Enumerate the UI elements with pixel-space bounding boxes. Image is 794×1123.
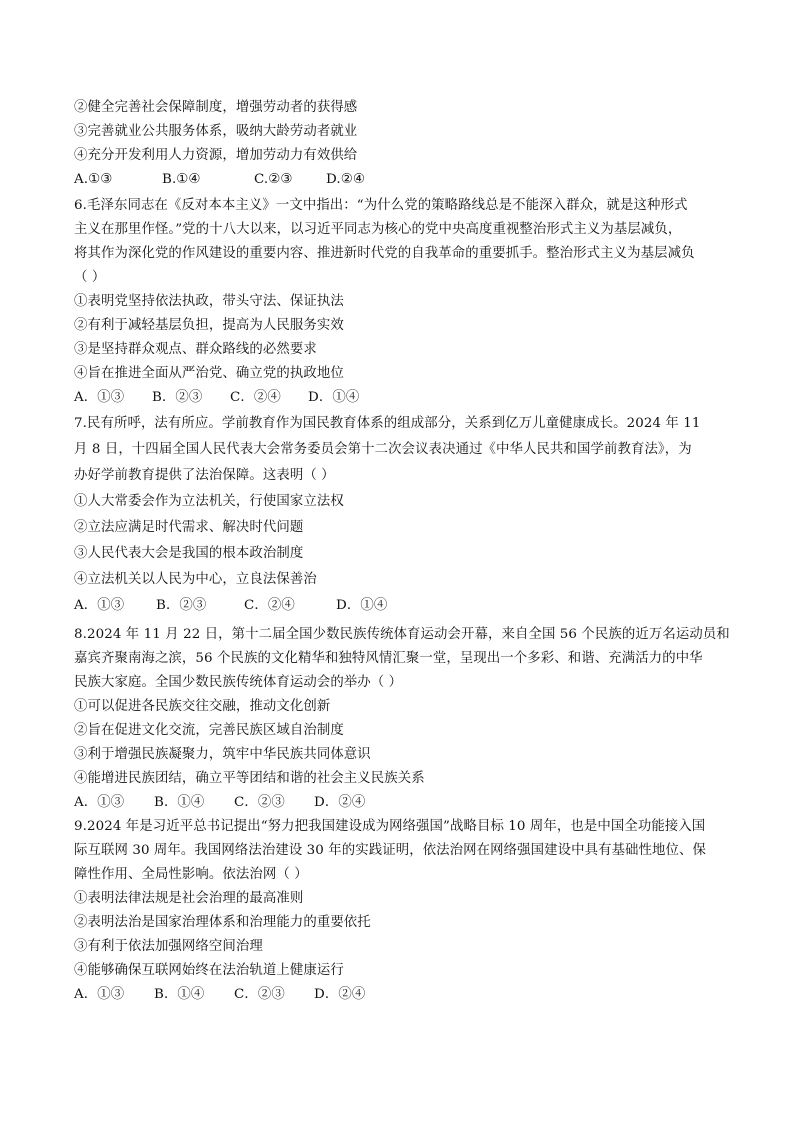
option-line: ②立法应满足时代需求、解决时代问题 bbox=[74, 520, 304, 535]
choice-d: D．②④ bbox=[314, 795, 366, 810]
question-stem-line: 7.民有所呼，法有所应。学前教育作为国民教育体系的组成部分，关系到亿万儿童健康成长。2024 年 11 bbox=[74, 416, 701, 431]
question-stem-line: 民族大家庭。全国少数民族传统体育运动会的举办（ ） bbox=[74, 675, 403, 690]
question-stem-line: 际互联网 30 周年。我国网络法治建设 30 年的实践证明，依法治网在网络强国建设中具有基础性地位、保 bbox=[74, 843, 706, 858]
question-stem-line: 办好学前教育提供了法治保障。这表明（ ） bbox=[74, 468, 335, 483]
option-line: ④能够确保互联网始终在法治轨道上健康运行 bbox=[74, 963, 344, 978]
option-line: ②旨在促进文化交流，完善民族区域自治制度 bbox=[74, 723, 344, 738]
question-stem-line: （ ） bbox=[74, 270, 106, 285]
answer-choices bbox=[74, 593, 724, 619]
choice-a: A．①③ bbox=[74, 795, 125, 810]
choice-d: D．①④ bbox=[336, 598, 388, 613]
option-line: ④充分开发利用人力资源，增加劳动力有效供给 bbox=[74, 148, 358, 163]
choice-a: A．①③ bbox=[74, 987, 125, 1002]
option-line: ①表明法律法规是社会治理的最高准则 bbox=[74, 891, 304, 906]
option-line: ③有利于依法加强网络空间治理 bbox=[74, 939, 263, 954]
option-line: ①表明党坚持依法执政，带头守法、保证执法 bbox=[74, 294, 344, 309]
choice-c: C．②④ bbox=[244, 598, 295, 613]
option-line: ③人民代表大会是我国的根本政治制度 bbox=[74, 546, 304, 561]
question-stem-line: 6.毛泽东同志在《反对本本主义》一文中指出：“为什么党的策略路线总是不能深入群众，就是这种形式 bbox=[74, 198, 688, 213]
choice-c: C．②④ bbox=[230, 390, 281, 405]
question-stem-line: 障性作用、全局性影响。依法治网（ ） bbox=[74, 867, 308, 882]
question-stem-line: 8.2024 年 11 月 22 日，第十二届全国少数民族传统体育运动会开幕，来自全国 56 个民族的近万名运动员和 bbox=[74, 627, 730, 642]
question-stem-line: 将其作为深化党的作风建设的重要内容、推进新时代党的自我革命的重要抓手。整治形式主义为基层减负 bbox=[74, 246, 695, 261]
option-line: ②健全完善社会保障制度，增强劳动者的获得感 bbox=[74, 100, 358, 115]
choice-b: B.①④ bbox=[162, 172, 201, 187]
choice-c: C．②③ bbox=[234, 795, 285, 810]
question-7 bbox=[74, 411, 724, 619]
question-stem-line: 9.2024 年是习近平总书记提出“努力把我国建设成为网络强国”战略目标 10 周年，也是中国全功能接入国 bbox=[74, 819, 706, 834]
question-9 bbox=[74, 815, 724, 1007]
option-line: ③是坚持群众观点、群众路线的必然要求 bbox=[74, 342, 317, 357]
question-stem-line: 嘉宾齐聚南海之滨，56 个民族的文化精华和独特风情汇聚一堂，呈现出一个多彩、和谐、充满活力的中华 bbox=[74, 651, 703, 666]
choice-b: B．①④ bbox=[154, 795, 205, 810]
option-line: ①可以促进各民族交往交融，推动文化创新 bbox=[74, 699, 331, 714]
choice-b: B．①④ bbox=[154, 987, 205, 1002]
option-line: ④旨在推进全面从严治党、确立党的执政地位 bbox=[74, 366, 344, 381]
option-line: ①人大常委会作为立法机关，行使国家立法权 bbox=[74, 494, 344, 509]
choice-d: D.②④ bbox=[326, 172, 365, 187]
option-line: ③完善就业公共服务体系，吸纳大龄劳动者就业 bbox=[74, 124, 358, 139]
choice-d: D．①④ bbox=[308, 390, 360, 405]
choice-a: A.①③ bbox=[74, 172, 113, 187]
choice-c: C．②③ bbox=[234, 987, 285, 1002]
question-stem-line: 月 8 日，十四届全国人民代表大会常务委员会第十二次会议表决通过《中华人民共和国学前教育法》，为 bbox=[74, 442, 692, 457]
question-8 bbox=[74, 623, 730, 815]
question-6 bbox=[74, 194, 724, 410]
option-line: ④能增进民族团结，确立平等团结和谐的社会主义民族关系 bbox=[74, 771, 425, 786]
answer-choices bbox=[74, 983, 724, 1007]
choice-d: D．②④ bbox=[314, 987, 366, 1002]
option-line: ④立法机关以人民为中心，立良法保善治 bbox=[74, 572, 317, 587]
answer-choices bbox=[74, 386, 724, 410]
option-line: ③利于增强民族凝聚力，筑牢中华民族共同体意识 bbox=[74, 747, 371, 762]
answer-choices bbox=[74, 168, 724, 192]
choice-a: A．①③ bbox=[74, 598, 125, 613]
choice-b: B．②③ bbox=[156, 598, 207, 613]
choice-c: C.②③ bbox=[254, 172, 293, 187]
question-5-options bbox=[74, 96, 724, 192]
choice-b: B．②③ bbox=[152, 390, 203, 405]
option-line: ②有利于减轻基层负担，提高为人民服务实效 bbox=[74, 318, 344, 333]
answer-choices bbox=[74, 791, 724, 815]
question-stem-line: 主义在那里作怪。”党的十八大以来，以习近平同志为核心的党中央高度重视整治形式主义为基层减负， bbox=[74, 222, 682, 237]
option-line: ②表明法治是国家治理体系和治理能力的重要依托 bbox=[74, 915, 371, 930]
choice-a: A．①③ bbox=[74, 390, 125, 405]
